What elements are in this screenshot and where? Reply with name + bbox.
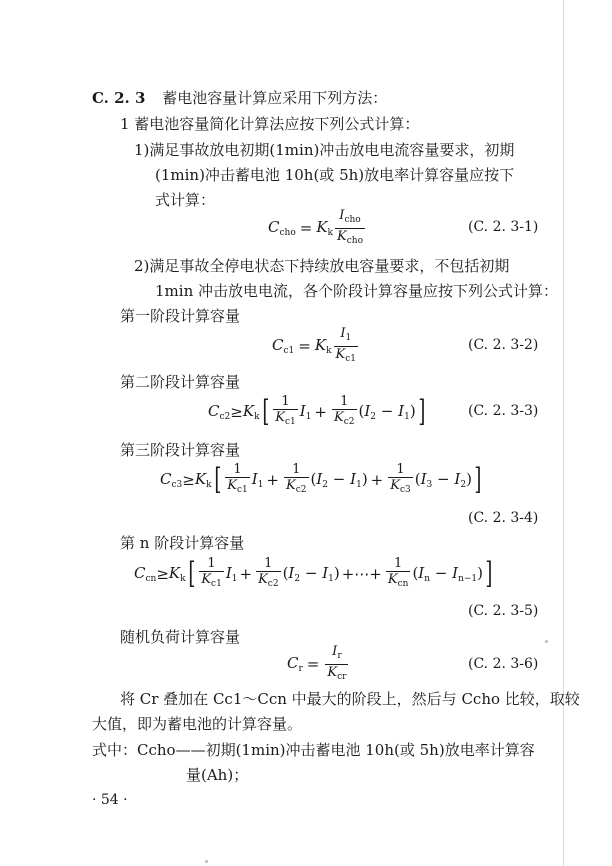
- equation-c-2-3-1: $C_{cho}$ = $K_k$ $\frac{I_{cho}}{K_{cho}}$: [268, 210, 367, 246]
- section-number: C. 2. 3: [92, 89, 146, 107]
- scan-edge-line: [563, 0, 564, 866]
- equation-c-2-3-5: $C_{cn}$ ≥ $K_k$ [ $\frac{1}{K_{c1}}$ $I_1$ + $\frac{1}{K_{c2}}$ $(I_2 - I_1)$ +⋯+ $\frac{1}{K_{cn}}$ $(I_n - I_{n-1})$ ]: [134, 556, 493, 591]
- equation-number: (C. 2. 3-3): [468, 403, 539, 419]
- stage-3-label: 第三阶段计算容量: [120, 441, 241, 459]
- stage-1-label: 第一阶段计算容量: [120, 307, 241, 325]
- stage-n-label: 第 n 阶段计算容量: [120, 534, 245, 552]
- item-1: 1 蓄电池容量简化计算法应按下列公式计算：: [120, 115, 420, 133]
- equation-c-2-3-3: $C_{c2}$ ≥ $K_k$ [ $\frac{1}{K_{c1}}$ $I_1$ + $\frac{1}{K_{c2}}$ $(I_2 - I_1)$ ]: [208, 394, 426, 429]
- equation-number: (C. 2. 3-6): [468, 656, 539, 672]
- equation-number: (C. 2. 3-1): [468, 219, 539, 235]
- page-number: · 54 ·: [92, 792, 128, 808]
- section-title: 蓄电池容量计算应采用下列方法：: [162, 89, 388, 107]
- where-line-2: 量(Ah)；: [186, 766, 249, 784]
- equation-c-2-3-6: $C_r$ = $\frac{I_r}{K_{cr}}$: [287, 646, 350, 682]
- summary-line-1: 将 Cr 叠加在 Cc1～Ccn 中最大的阶段上，然后与 Ccho 比较，取较: [120, 690, 580, 708]
- equation-number: (C. 2. 3-2): [468, 337, 539, 353]
- stage-2-label: 第二阶段计算容量: [120, 373, 241, 391]
- equation-number: (C. 2. 3-5): [468, 603, 539, 619]
- where-line-1: 式中：Ccho——初期(1min)冲击蓄电池 10h(或 5h)放电率计算容: [92, 741, 535, 759]
- para-2-line-2: 1min 冲击放电电流，各个阶段计算容量应按下列公式计算：: [155, 282, 558, 300]
- scan-speck: [545, 640, 548, 643]
- equation-c-2-3-4: $C_{c3}$ ≥ $K_k$ [ $\frac{1}{K_{c1}}$ $I_1$ + $\frac{1}{K_{c2}}$ $(I_2 - I_1)$ + $\frac{1}{K_{c3}}$ $(I_3 - I_2)$ ]: [160, 462, 482, 497]
- random-load-label: 随机负荷计算容量: [120, 628, 241, 646]
- para-1-line-2: (1min)冲击蓄电池 10h(或 5h)放电率计算容量应按下: [155, 166, 515, 184]
- scan-speck: [205, 860, 208, 863]
- summary-line-2: 大值，即为蓄电池的计算容量。: [92, 715, 303, 733]
- equation-c-2-3-2: $C_{c1}$ = $K_k$ $\frac{I_1}{K_{c1}}$: [272, 328, 360, 364]
- equation-number: (C. 2. 3-4): [468, 510, 539, 526]
- section-heading: [92, 88, 387, 108]
- para-1-line-1: 1)满足事故放电初期(1min)冲击放电电流容量要求，初期: [134, 141, 515, 159]
- para-2-line-1: 2)满足事故全停电状态下持续放电容量要求，不包括初期: [134, 257, 510, 275]
- para-1-line-3: 式计算：: [155, 191, 216, 209]
